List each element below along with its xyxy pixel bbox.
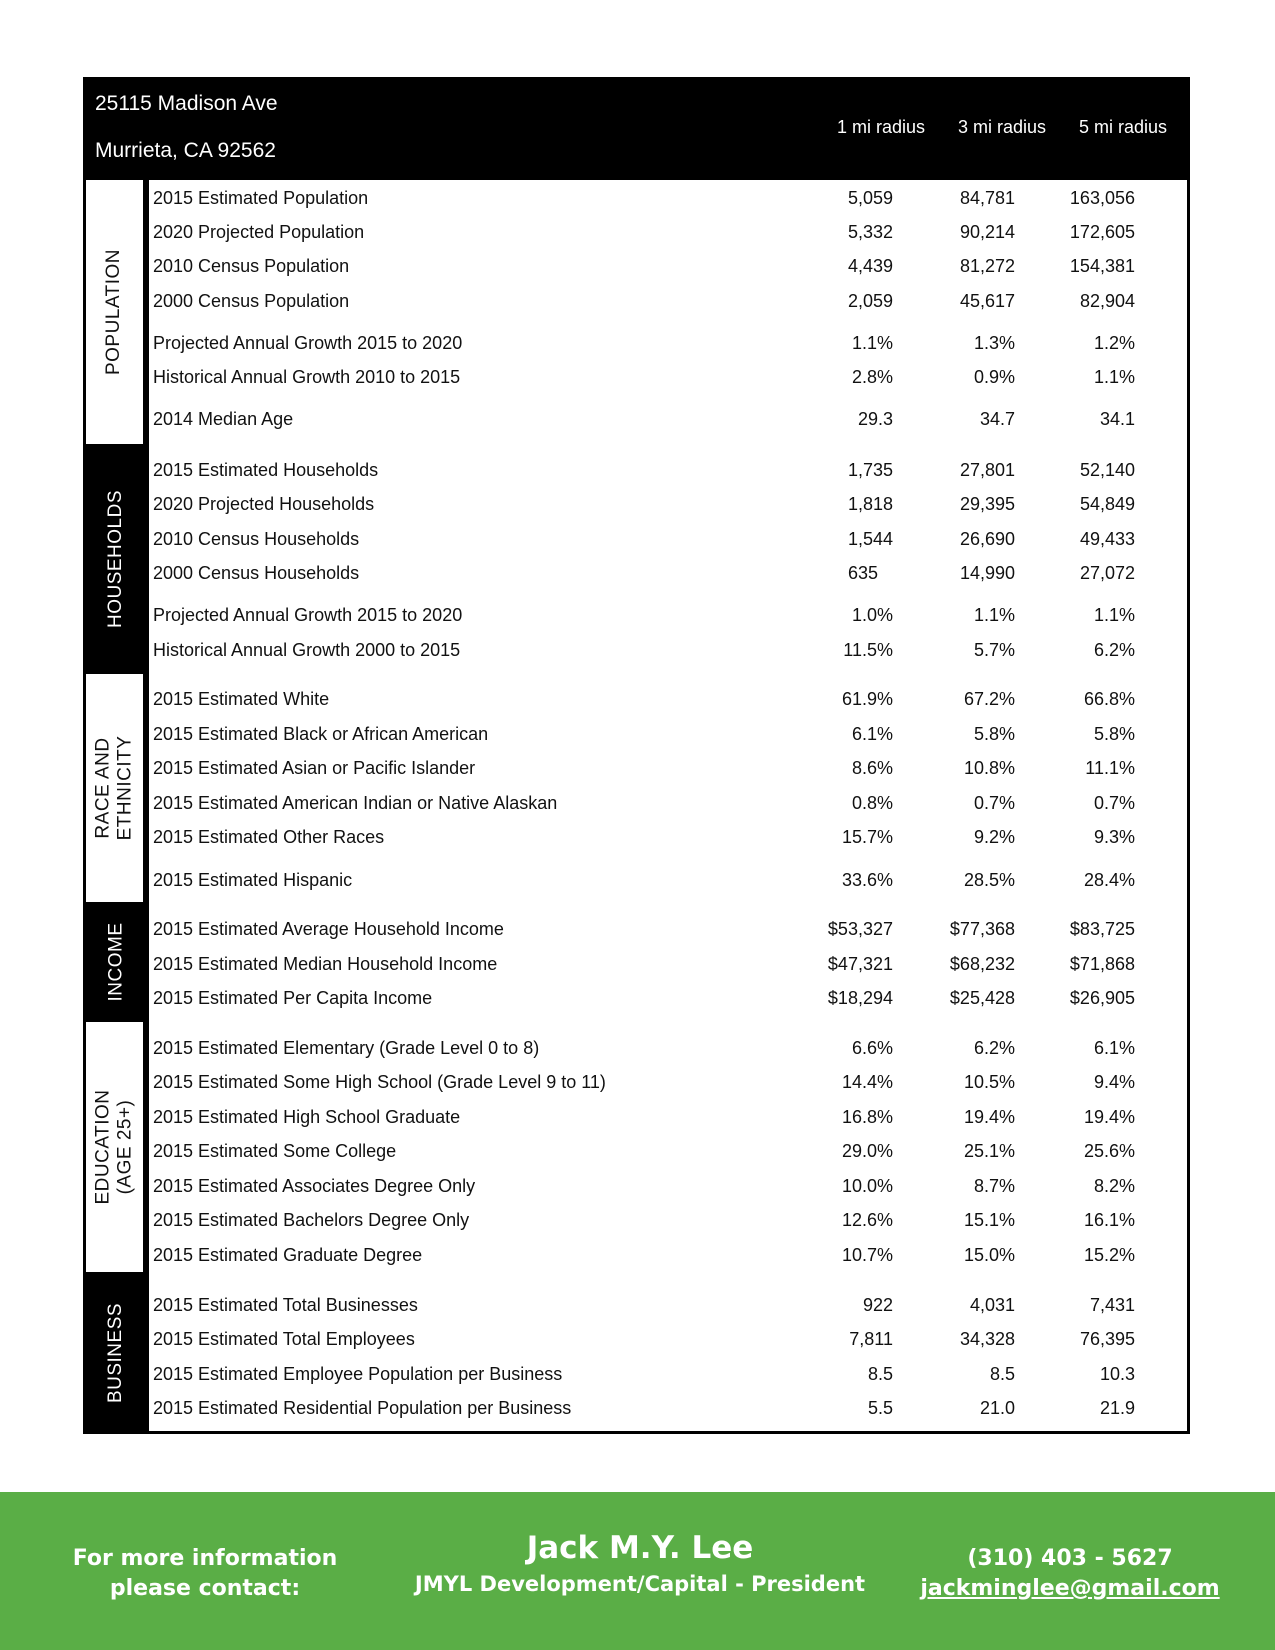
row-label: 2015 Estimated Some High School (Grade Level 9 to 11) (153, 1072, 606, 1092)
value-5mi: 27,072 (1079, 563, 1135, 583)
row-label: Historical Annual Growth 2010 to 2015 (153, 367, 461, 387)
value-3mi: 67.2% (963, 689, 1015, 709)
row-label: 2015 Estimated Total Businesses (153, 1295, 418, 1315)
column-header-1mi: 1 mi radius (836, 117, 926, 137)
section-label-business (86, 1272, 146, 1434)
contact-name: Jack M.Y. Lee (526, 1530, 754, 1566)
row-label: 2000 Census Population (153, 291, 350, 311)
table-row (153, 558, 1183, 588)
row-label: 2010 Census Households (153, 529, 360, 549)
value-1mi: 4,439 (847, 256, 893, 276)
value-5mi: 1.2% (1093, 333, 1135, 353)
value-1mi: 12.6% (841, 1210, 893, 1230)
table-row (153, 753, 1183, 783)
value-3mi: 29,395 (959, 494, 1015, 514)
value-3mi: 0.9% (973, 367, 1015, 387)
section-label-households (86, 444, 146, 674)
value-1mi: 11.5% (843, 640, 893, 660)
row-label: 2015 Estimated White (153, 689, 330, 709)
table-row (153, 1290, 1183, 1320)
address-line-1: 25115 Madison Ave (95, 92, 278, 115)
value-1mi: 10.0% (841, 1176, 893, 1196)
row-label: 2015 Estimated American Indian or Native Alaskan (153, 793, 558, 813)
value-3mi: 1.1% (973, 605, 1015, 625)
value-3mi: 10.8% (963, 758, 1015, 778)
value-3mi: 5.7% (973, 640, 1015, 660)
section-label-line: EDUCATION (92, 1089, 114, 1205)
value-1mi: 5.5 (867, 1398, 893, 1418)
value-1mi: 29.3 (857, 409, 893, 429)
value-1mi: 8.6% (851, 758, 893, 778)
value-3mi: 90,214 (959, 222, 1015, 242)
value-3mi: 28.5% (963, 870, 1015, 890)
table-row (153, 286, 1183, 316)
value-5mi: $26,905 (1069, 988, 1135, 1008)
value-3mi: 0.7% (973, 793, 1015, 813)
value-3mi: 19.4% (963, 1107, 1015, 1127)
section-label-line: ETHNICITY (114, 735, 136, 841)
value-5mi: 52,140 (1079, 460, 1135, 480)
value-1mi: $53,327 (827, 919, 893, 939)
value-5mi: 19.4% (1083, 1107, 1135, 1127)
value-3mi: 4,031 (969, 1295, 1015, 1315)
contact-prompt-line-2: please contact: (109, 1576, 301, 1601)
value-5mi: 25.6% (1083, 1141, 1135, 1161)
value-5mi: 9.4% (1093, 1072, 1135, 1092)
row-label: 2015 Estimated Median Household Income (153, 954, 498, 974)
contact-phone[interactable]: (310) 403 - 5627 (967, 1546, 1173, 1571)
value-3mi: 84,781 (959, 188, 1015, 208)
row-label: 2020 Projected Households (153, 494, 375, 514)
section-label-race-ethnicity (86, 674, 146, 902)
table-row (153, 489, 1183, 519)
table-row (153, 914, 1183, 944)
value-3mi: 1.3% (973, 333, 1015, 353)
value-3mi: 8.7% (973, 1176, 1015, 1196)
value-3mi: 45,617 (959, 291, 1015, 311)
row-label: 2015 Estimated High School Graduate (153, 1107, 461, 1127)
value-5mi: 10.3 (1099, 1364, 1135, 1384)
contact-prompt (70, 1544, 340, 1604)
value-1mi: 15.7% (841, 827, 893, 847)
value-5mi: 15.2% (1083, 1245, 1135, 1265)
row-label: 2015 Estimated Graduate Degree (153, 1245, 423, 1265)
value-5mi: 7,431 (1089, 1295, 1135, 1315)
value-1mi: 1.0% (851, 605, 893, 625)
table-header (86, 80, 1187, 180)
contact-prompt-line-1: For more information (72, 1546, 338, 1571)
value-5mi: 21.9 (1099, 1398, 1135, 1418)
value-1mi: 10.7% (841, 1245, 893, 1265)
table-row (153, 949, 1183, 979)
value-1mi: 1.1% (851, 333, 893, 353)
row-label: 2015 Estimated Black or African American (153, 724, 489, 744)
value-1mi: 922 (862, 1295, 893, 1315)
row-label: 2015 Estimated Some College (153, 1141, 397, 1161)
value-5mi: 1.1% (1093, 605, 1135, 625)
section-label-line: HOUSEHOLDS (105, 489, 126, 629)
value-3mi: 14,990 (959, 563, 1015, 583)
table-row (153, 362, 1183, 392)
section-label-line: BUSINESS (105, 1302, 126, 1404)
column-header-5mi: 5 mi radius (1078, 117, 1168, 137)
value-3mi: 5.8% (973, 724, 1015, 744)
table-row (153, 1171, 1183, 1201)
row-label: Historical Annual Growth 2000 to 2015 (153, 640, 461, 660)
section-label-line: INCOME (105, 922, 126, 1002)
value-1mi: 33.6% (841, 870, 893, 890)
section-label-line: RACE AND (92, 737, 114, 839)
value-3mi: 26,690 (959, 529, 1015, 549)
value-5mi: 16.1% (1083, 1210, 1135, 1230)
contact-footer (0, 1492, 1275, 1650)
value-3mi: 81,272 (959, 256, 1015, 276)
value-1mi: 61.9% (841, 689, 893, 709)
section-label-population (86, 180, 146, 444)
value-1mi: 6.1% (851, 724, 893, 744)
value-5mi: 163,056 (1069, 188, 1135, 208)
table-row (153, 251, 1183, 281)
value-1mi: 16.8% (841, 1107, 893, 1127)
value-1mi: 7,811 (849, 1329, 893, 1349)
value-1mi: $47,321 (827, 954, 893, 974)
table-row (153, 635, 1183, 665)
table-row (153, 455, 1183, 485)
table-row (153, 983, 1183, 1013)
value-5mi: 54,849 (1079, 494, 1135, 514)
value-3mi: 9.2% (973, 827, 1015, 847)
table-row (153, 1102, 1183, 1132)
table-row (153, 1033, 1183, 1063)
table-row (153, 788, 1183, 818)
column-header-3mi: 3 mi radius (957, 117, 1047, 137)
column-divider (146, 180, 149, 1434)
table-row (153, 1240, 1183, 1270)
contact-title: JMYL Development/Capital - President (414, 1572, 866, 1596)
value-5mi: 11.1% (1085, 758, 1135, 778)
value-5mi: 28.4% (1083, 870, 1135, 890)
table-row (153, 217, 1183, 247)
section-label-income (86, 902, 146, 1022)
value-5mi: 8.2% (1093, 1176, 1135, 1196)
value-5mi: 1.1% (1093, 367, 1135, 387)
row-label: 2015 Estimated Associates Degree Only (153, 1176, 476, 1196)
value-3mi: 21.0 (979, 1398, 1015, 1418)
table-row (153, 600, 1183, 630)
value-5mi: 9.3% (1093, 827, 1135, 847)
section-label-line: POPULATION (103, 248, 125, 376)
value-3mi: $25,428 (949, 988, 1015, 1008)
row-label: 2015 Estimated Employee Population per Business (153, 1364, 563, 1384)
value-3mi: 34.7 (979, 409, 1015, 429)
value-3mi: 27,801 (959, 460, 1015, 480)
demographics-table (83, 77, 1190, 1434)
table-row (153, 822, 1183, 852)
row-label: 2015 Estimated Households (153, 460, 379, 480)
address-line-2: Murrieta, CA 92562 (95, 139, 276, 162)
value-3mi: 15.1% (963, 1210, 1015, 1230)
value-5mi: 6.2% (1093, 640, 1135, 660)
value-1mi: 8.5 (867, 1364, 893, 1384)
table-row (153, 865, 1183, 895)
row-label: 2015 Estimated Per Capita Income (153, 988, 433, 1008)
value-5mi: 154,381 (1069, 256, 1135, 276)
value-1mi: 5,332 (847, 222, 893, 242)
table-row (153, 328, 1183, 358)
value-1mi: 2.8% (851, 367, 893, 387)
value-5mi: 5.8% (1093, 724, 1135, 744)
table-row (153, 1359, 1183, 1389)
value-1mi: 29.0% (841, 1141, 893, 1161)
table-row (153, 1324, 1183, 1354)
value-5mi: 6.1% (1093, 1038, 1135, 1058)
value-3mi: 6.2% (973, 1038, 1015, 1058)
table-row (153, 404, 1183, 434)
row-label: Projected Annual Growth 2015 to 2020 (153, 605, 463, 625)
row-label: 2015 Estimated Other Races (153, 827, 385, 847)
value-3mi: $68,232 (949, 954, 1015, 974)
value-1mi: 1,735 (847, 460, 893, 480)
row-label: 2015 Estimated Bachelors Degree Only (153, 1210, 470, 1230)
value-3mi: 8.5 (989, 1364, 1015, 1384)
table-row (153, 1205, 1183, 1235)
value-5mi: $71,868 (1069, 954, 1135, 974)
table-row (153, 183, 1183, 213)
row-label: 2015 Estimated Population (153, 188, 369, 208)
value-1mi: $18,294 (827, 988, 893, 1008)
value-5mi: 66.8% (1083, 689, 1135, 709)
value-3mi: 25.1% (963, 1141, 1015, 1161)
value-3mi: 15.0% (963, 1245, 1015, 1265)
table-row (153, 1067, 1183, 1097)
value-1mi: 1,818 (847, 494, 893, 514)
value-5mi: 172,605 (1069, 222, 1135, 242)
value-3mi: 10.5% (963, 1072, 1015, 1092)
row-label: 2014 Median Age (153, 409, 294, 429)
row-label: 2010 Census Population (153, 256, 350, 276)
section-label-education (86, 1022, 146, 1272)
value-3mi: 34,328 (959, 1329, 1015, 1349)
table-row (153, 1393, 1183, 1423)
value-1mi: 5,059 (847, 188, 893, 208)
row-label: 2015 Estimated Average Household Income (153, 919, 504, 939)
value-1mi: 14.4% (841, 1072, 893, 1092)
row-label: 2000 Census Households (153, 563, 360, 583)
section-label-line: (AGE 25+) (114, 1099, 136, 1195)
value-5mi: 82,904 (1079, 291, 1135, 311)
value-1mi: 635 (847, 563, 878, 583)
table-row (153, 719, 1183, 749)
value-1mi: 0.8% (851, 793, 893, 813)
contact-email-link[interactable]: jackminglee@gmail.com (920, 1576, 1220, 1601)
row-label: Projected Annual Growth 2015 to 2020 (153, 333, 463, 353)
value-5mi: 76,395 (1079, 1329, 1135, 1349)
row-label: 2020 Projected Population (153, 222, 365, 242)
value-5mi: 34.1 (1099, 409, 1135, 429)
value-5mi: 0.7% (1093, 793, 1135, 813)
table-row (153, 524, 1183, 554)
value-1mi: 1,544 (847, 529, 893, 549)
value-5mi: $83,725 (1069, 919, 1135, 939)
table-row (153, 684, 1183, 714)
row-label: 2015 Estimated Elementary (Grade Level 0 to 8) (153, 1038, 540, 1058)
row-label: 2015 Estimated Total Employees (153, 1329, 415, 1349)
value-5mi: 49,433 (1079, 529, 1135, 549)
row-label: 2015 Estimated Hispanic (153, 870, 353, 890)
table-row (153, 1136, 1183, 1166)
row-label: 2015 Estimated Asian or Pacific Islander (153, 758, 476, 778)
value-3mi: $77,368 (949, 919, 1015, 939)
value-1mi: 2,059 (847, 291, 893, 311)
value-1mi: 6.6% (851, 1038, 893, 1058)
row-label: 2015 Estimated Residential Population per Business (153, 1398, 572, 1418)
